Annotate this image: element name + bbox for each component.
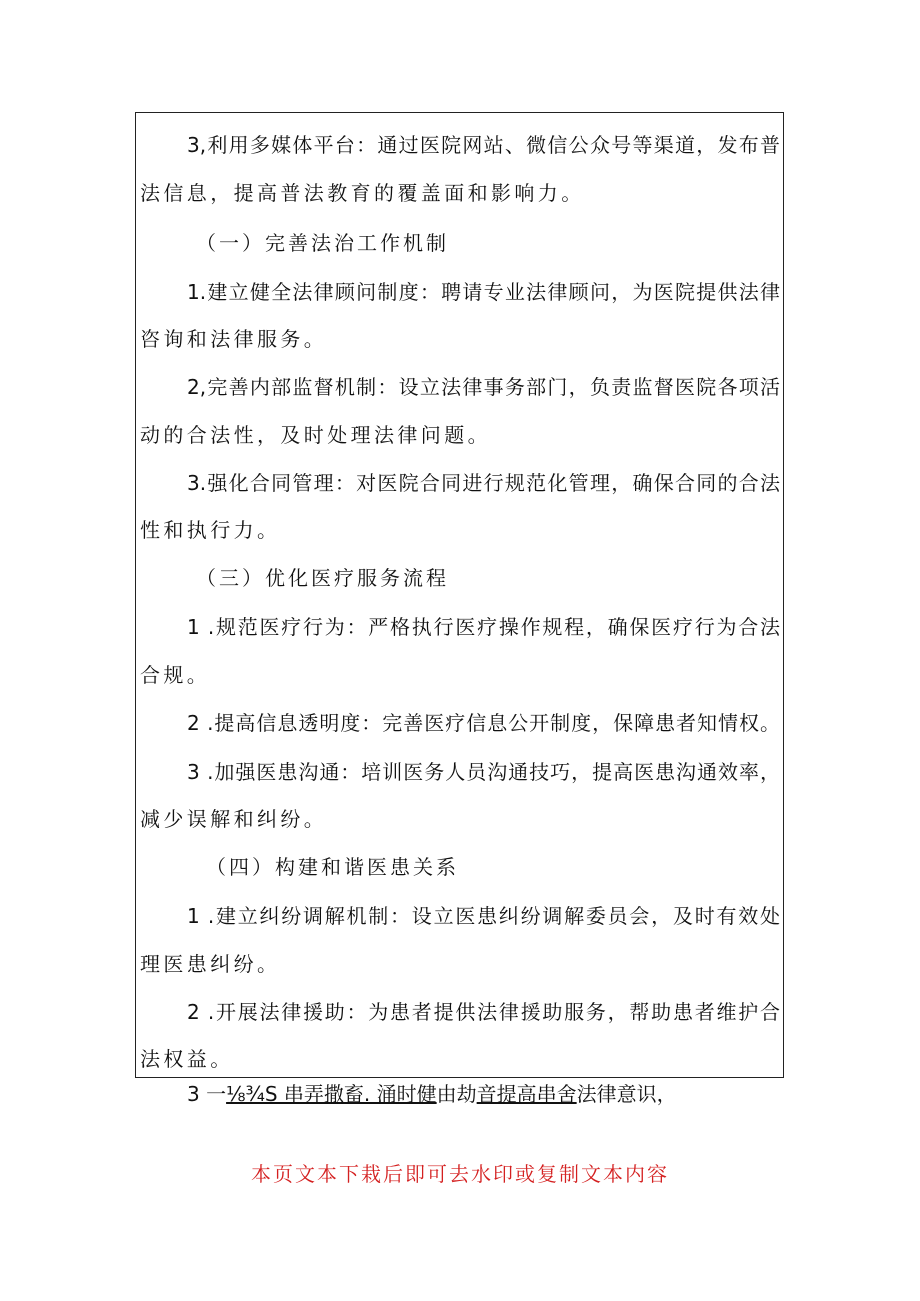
trailing-underlined-text: ⅛¾S 串弄撒畜. 涌时健 <box>226 1082 437 1106</box>
trailing-suffix: 法律意识， <box>576 1082 677 1106</box>
paragraph-line: 3,利用多媒体平台：通过医院网站、微信公众号等渠道，发布普 <box>187 133 780 157</box>
paragraph-line: 咨询和法律服务。 <box>140 327 328 351</box>
section-heading: （一）完善法治工作机制 <box>196 231 449 255</box>
trailing-underlined-text: 音提高串舍 <box>476 1082 577 1106</box>
paragraph-line: 法信息，提高普法教育的覆盖面和影响力。 <box>140 181 585 205</box>
paragraph-line: 3.强化合同管理：对医院合同进行规范化管理，确保合同的合法 <box>187 471 780 495</box>
paragraph-line: 减少误解和纠纷。 <box>140 807 328 831</box>
paragraph-line: 1.建立健全法律顾问制度：聘请专业法律顾问，为医院提供法律 <box>187 280 780 304</box>
section-heading: （三）优化医疗服务流程 <box>196 566 449 590</box>
paragraph-line: 1 .规范医疗行为：严格执行医疗操作规程，确保医疗行为合法 <box>187 615 780 639</box>
trailing-prefix: 3 一 <box>187 1082 227 1106</box>
text-box-border <box>135 112 784 1078</box>
paragraph-line: 3 .加强医患沟通：培训医务人员沟通技巧，提高医患沟通效率， <box>187 760 780 784</box>
paragraph-line: 2 .开展法律援助：为患者提供法律援助服务，帮助患者维护合 <box>187 1000 780 1024</box>
garbled-trailing-line <box>187 1082 677 1106</box>
trailing-middle-text: 由劫 <box>436 1082 477 1106</box>
paragraph-line: 2 .提高信息透明度：完善医疗信息公开制度，保障患者知情权。 <box>187 711 780 735</box>
paragraph-line: 法权益。 <box>140 1047 234 1071</box>
section-heading: （四）构建和谐医患关系 <box>206 855 459 879</box>
paragraph-line: 性和执行力。 <box>140 518 281 542</box>
watermark-notice: 本页文本下栽后即可去水印或复制文本内容 <box>251 1162 669 1186</box>
paragraph-line: 理医患纠纷。 <box>140 952 281 976</box>
paragraph-line: 动的合法性，及时处理法律问题。 <box>140 423 491 447</box>
paragraph-line: 2,完善内部监督机制：设立法律事务部门，负责监督医院各项活 <box>187 375 780 399</box>
paragraph-line: 合规。 <box>140 663 211 687</box>
paragraph-line: 1 .建立纠纷调解机制：设立医患纠纷调解委员会，及时有效处 <box>187 904 780 928</box>
